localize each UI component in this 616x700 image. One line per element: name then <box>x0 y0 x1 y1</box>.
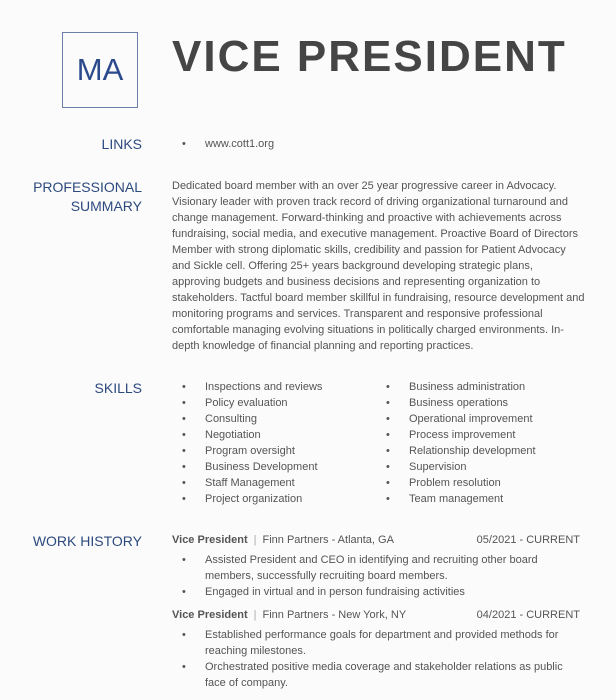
section-label-links: LINKS <box>101 136 142 152</box>
job-dates: 05/2021 - CURRENT <box>476 534 580 546</box>
separator: | <box>253 609 257 621</box>
job-bullet-line: members, successfully recruiting board members. <box>205 570 448 582</box>
skill-item: • Process improvement <box>376 427 580 443</box>
page-title: VICE PRESIDENT <box>172 32 567 81</box>
summary-line: fundraising, social media, and executive management. Proactive Board of Directors <box>172 228 578 240</box>
job-bullet <box>172 627 580 659</box>
skill-item: • Consulting <box>172 411 376 427</box>
skill-item: • Problem resolution <box>376 475 580 491</box>
summary-line: Visionary leader with proven track record of driving organizational turnaround and <box>172 196 569 208</box>
monogram-text: MA <box>76 52 124 87</box>
job-header <box>172 606 580 624</box>
job-bullet-line: reaching milestones. <box>205 645 306 657</box>
skill-item: • Staff Management <box>172 475 376 491</box>
link-item[interactable] <box>172 136 274 152</box>
job-bullet-line: • Established performance goals for department and provided methods for <box>205 629 559 641</box>
skills-column <box>376 379 580 507</box>
skills-column <box>172 379 376 507</box>
work-history <box>172 531 580 691</box>
job-title: Vice President <box>172 534 248 546</box>
summary-line: Dedicated board member with an over 25 year progressive career in Advocacy. <box>172 180 557 192</box>
summary-line: monitoring programs and services. Transparent and responsive professional <box>172 308 543 320</box>
job-bullet-line: • Orchestrated positive media coverage and stakeholder relations as public <box>205 661 563 673</box>
summary-label-line: SUMMARY <box>70 198 142 214</box>
skill-item: • Team management <box>376 491 580 507</box>
section-label-summary <box>33 178 142 216</box>
section-label-skills: SKILLS <box>94 380 142 396</box>
summary-label-line: PROFESSIONAL <box>33 179 142 195</box>
job-title: Vice President <box>172 609 248 621</box>
skills-list <box>172 379 580 507</box>
skill-item: • Policy evaluation <box>172 395 376 411</box>
skill-item: • Business administration <box>376 379 580 395</box>
skill-item: • Negotiation <box>172 427 376 443</box>
skill-item: • Business Development <box>172 459 376 475</box>
monogram <box>62 32 138 108</box>
job-company: Finn Partners - New York, NY <box>262 609 407 621</box>
job-bullet-line: • Assisted President and CEO in identifying and recruiting other board <box>205 554 538 566</box>
skill-item: • Supervision <box>376 459 580 475</box>
job-bullets <box>172 627 580 691</box>
summary-line: approving budgets and business decisions and representing organization to <box>172 276 541 288</box>
skill-item: • Project organization <box>172 491 376 507</box>
job-dates: 04/2021 - CURRENT <box>476 609 580 621</box>
summary-line: and Sickle cell. Offering 25+ years background developing strategic plans, <box>172 260 533 272</box>
job-bullet-line: • Engaged in virtual and in person fundraising activities <box>205 586 465 598</box>
summary-line: Member with strong diplomatic skills, credibility and passion for Patient Advocacy <box>172 244 566 256</box>
separator: | <box>253 534 257 546</box>
job-bullet <box>172 552 580 584</box>
summary-text <box>172 178 585 354</box>
skill-item: • Program oversight <box>172 443 376 459</box>
skill-item: • Relationship development <box>376 443 580 459</box>
summary-line: change management. Forward-thinking and proactive with achievements across <box>172 212 562 224</box>
summary-line: depth knowledge of financial planning and reporting practices. <box>172 340 474 352</box>
job-header <box>172 531 580 549</box>
skill-item: • Operational improvement <box>376 411 580 427</box>
summary-line: comfortable managing evolving situations in politically charged environments. In- <box>172 324 564 336</box>
section-label-work-history: WORK HISTORY <box>32 533 142 549</box>
job-bullet <box>172 659 580 691</box>
job-company: Finn Partners - Atlanta, GA <box>262 534 394 546</box>
job-bullet <box>172 584 580 600</box>
links-list <box>172 136 274 152</box>
skill-item: • Business operations <box>376 395 580 411</box>
job-bullet-line: face of company. <box>205 677 288 689</box>
link-text[interactable]: www.cott1.org <box>205 138 275 150</box>
job-bullets <box>172 552 580 600</box>
skill-item: • Inspections and reviews <box>172 379 376 395</box>
summary-line: stakeholders. Tactful board member skillful in fundraising, resource development and <box>172 292 585 304</box>
